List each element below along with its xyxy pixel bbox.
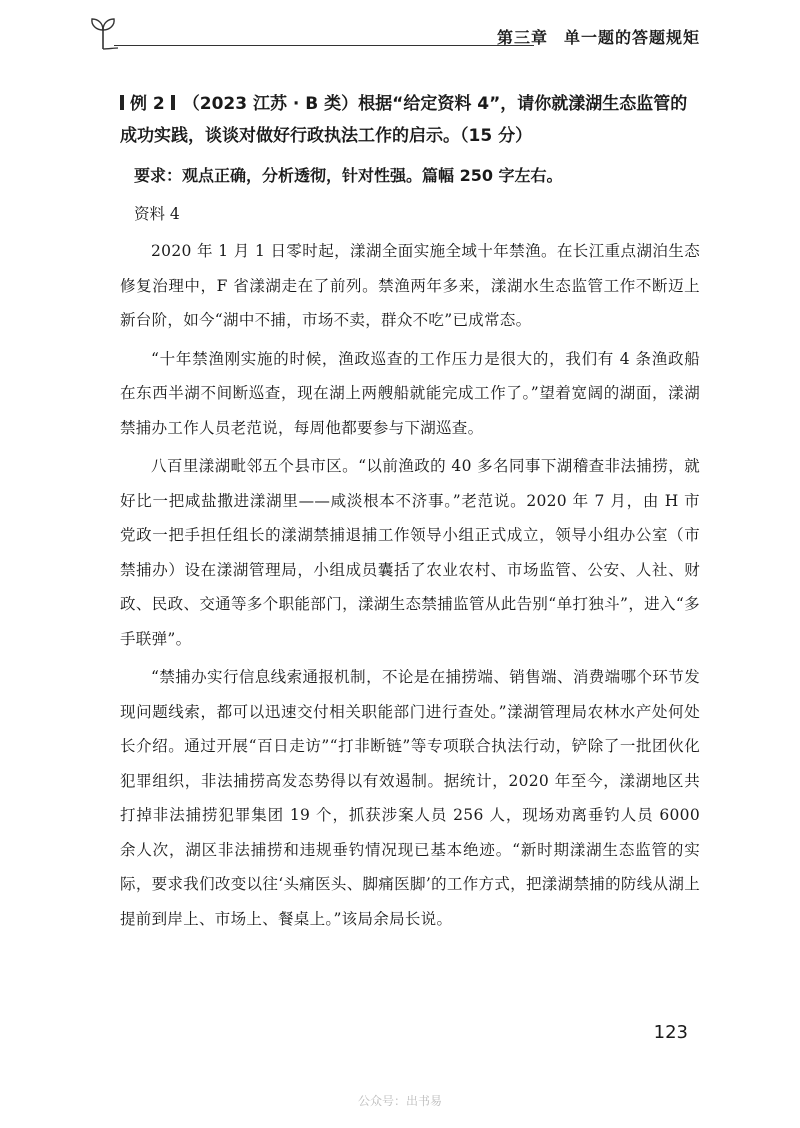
chapter-title: 单一题的答题规矩 [563, 28, 700, 47]
question-text: （2023 江苏 · B 类）根据“给定资料 4”，请你就漾湖生态监管的成功实践，谈谈对做好行政执法工作的启示。（15 分） [120, 94, 688, 146]
page-content [120, 88, 700, 936]
page-number: 123 [653, 1022, 688, 1043]
chapter-label: 第三章 [496, 28, 548, 47]
material-paragraph: “禁捕办实行信息线索通报机制，不论是在捕捞端、销售端、消费端哪个环节发现问题线索，都可以迅速交付相关职能部门进行查处。”漾湖管理局农林水产处何处长介绍。通过开展“百日走访”“打非断链”等专项联合执法行动，铲除了一批团伙化犯罪组织，非法捕捞高发态势得以有效遏制。据统计，2020 年至今，漾湖地区共打掉非法捕捞犯罪集团 19 个，抓获涉案人员 256 人，现场劝离垂钓人员 6000 余人次，湖区非法捕捞和违规垂钓情况现已基本绝迹。“新时期漾湖生态监管的实际，要求我们改变以往‘头痛医头、脚痛医脚’的工作方式，把漾湖禁捕的防线从湖上提前到岸上、市场上、餐桌上。”该局余局长说。 [120, 668, 700, 928]
example-label: 例 2 [130, 94, 165, 114]
material-paragraph: 八百里漾湖毗邻五个县市区。“以前渔政的 40 多名同事下湖稽查非法捕捞，就好比一把咸盐撒进漾湖里——咸淡根本不济事。”老范说。2020 年 7 月，由 H 市党政一把手担任组长的漾湖禁捕退捕工作领导小组正式成立，领导小组办公室（市禁捕办）设在漾湖管理局，小组成员囊括了农业农村、市场监管、公安、人社、财政、民政、交通等多个职能部门，漾湖生态禁捕监管从此告别“单打独斗”，进入“多手联弹”。 [120, 457, 700, 648]
answer-requirement: 要求：观点正确，分析透彻，针对性强。篇幅 250 字左右。 [134, 166, 563, 185]
example-question [120, 88, 700, 152]
material-paragraph: 2020 年 1 月 1 日零时起，漾湖全面实施全域十年禁渔。在长江重点湖泊生态修复治理中，F 省漾湖走在了前列。禁渔两年多来，漾湖水生态监管工作不断迈上新台阶，如今“湖中不捕，市场不卖，群众不吃”已成常态。 [120, 242, 700, 329]
page-header [88, 14, 700, 54]
question-marker-right [171, 95, 175, 110]
material-paragraph: “十年禁渔刚实施的时候，渔政巡查的工作压力是很大的，我们有 4 条渔政船在东西半湖不间断巡查，现在湖上两艘船就能完成工作了。”望着宽阔的湖面，漾湖禁捕办工作人员老范说，每周他都要参与下湖巡查。 [120, 349, 700, 437]
footer-watermark: 公众号：出书易 [357, 1094, 442, 1108]
material-label: 资料 4 [134, 205, 180, 223]
question-marker-left [120, 95, 124, 110]
running-header [497, 25, 700, 48]
header-rule [114, 45, 534, 46]
